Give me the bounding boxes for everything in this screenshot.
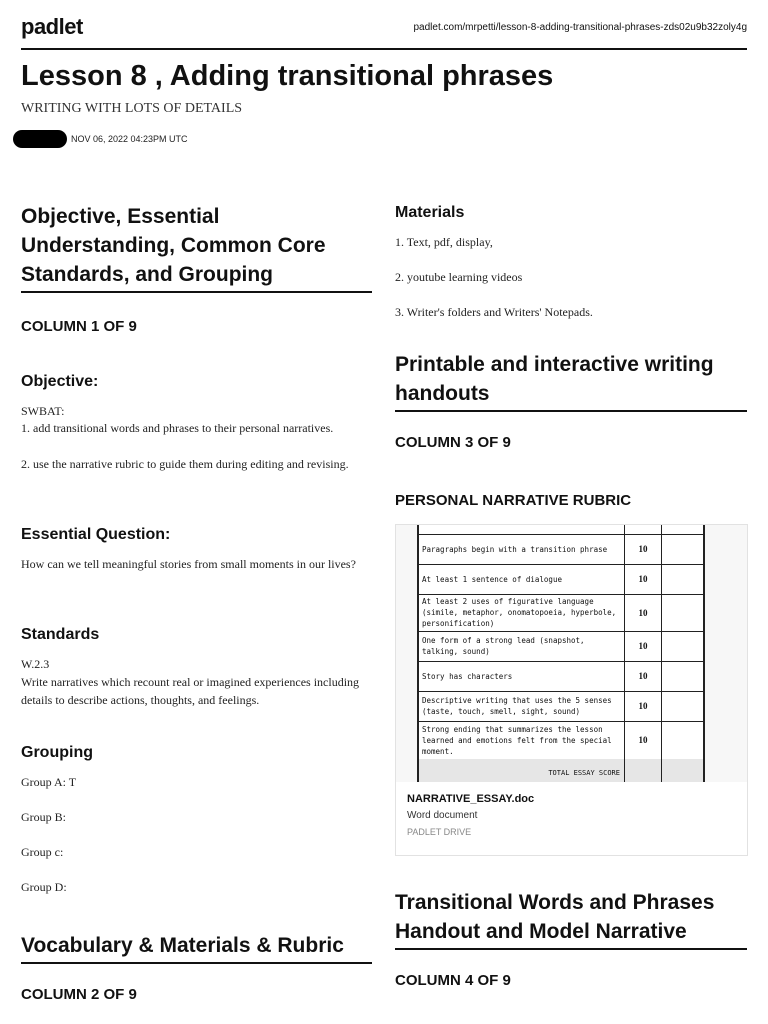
page-subtitle: WRITING WITH LOTS OF DETAILS	[21, 101, 243, 116]
materials-item: 1. Text, pdf, display,	[395, 235, 493, 249]
rubric-points: 10	[625, 631, 662, 661]
group-item: Group D:	[21, 880, 67, 894]
post-date: NOV 06, 2022 04:23PM UTC	[71, 134, 188, 144]
rubric-criterion: At least 1 sentence of dialogue	[419, 564, 625, 594]
grouping-heading: Grouping	[21, 744, 93, 761]
rubric-row	[419, 691, 703, 722]
padlet-logo[interactable]: padlet	[21, 14, 83, 39]
rubric-points: 10	[625, 564, 662, 594]
essential-question-heading: Essential Question:	[21, 526, 171, 543]
column-4-label: COLUMN 4 OF 9	[395, 972, 511, 989]
standards-text: Write narratives which recount real or imagined experiences including details to describe actions, thoughts, and feelings.	[21, 675, 360, 707]
rubric-criterion: Descriptive writing that uses the 5 senses (taste, touch, smell, sight, sound)	[419, 691, 625, 721]
column-2-label: COLUMN 2 OF 9	[21, 986, 137, 1003]
essential-question-text: How can we tell meaningful stories from small moments in our lives?	[21, 557, 356, 571]
section-title-column-3: Printable and interactive writing handouts	[395, 350, 747, 412]
standards-heading: Standards	[21, 626, 100, 643]
attachment-type: Word document	[407, 810, 478, 821]
materials-heading: Materials	[395, 204, 465, 221]
rubric-points: 10	[625, 691, 662, 721]
standards-code: W.2.3	[21, 657, 50, 671]
rubric-criterion: Story has characters	[419, 661, 625, 691]
rubric-points: 10	[625, 721, 662, 759]
column-3-label: COLUMN 3 OF 9	[395, 434, 511, 451]
section-title-column-2: Vocabulary & Materials & Rubric	[21, 931, 372, 964]
rubric-criterion: At least 2 uses of figurative language (simile, metaphor, onomatopoeia, hyperbole, personification)	[419, 594, 625, 631]
post-title-rubric: PERSONAL NARRATIVE RUBRIC	[395, 492, 632, 509]
attachment-meta	[407, 793, 534, 837]
section-title-column-4: Transitional Words and Phrases Handout and Model Narrative	[395, 888, 747, 950]
group-item: Group c:	[21, 845, 64, 859]
rubric-row	[419, 594, 703, 632]
rubric-table	[417, 525, 705, 782]
group-item: Group A: T	[21, 775, 77, 789]
objective-line: 1. add transitional words and phrases to their personal narratives.	[21, 421, 334, 435]
rubric-total-row	[419, 759, 703, 782]
redacted-author	[13, 130, 67, 148]
attachment-source: PADLET DRIVE	[407, 827, 472, 837]
rubric-total-label: TOTAL ESSAY SCORE	[419, 759, 625, 782]
rubric-row	[419, 534, 703, 565]
column-1-label: COLUMN 1 OF 9	[21, 318, 137, 335]
page-header	[21, 0, 747, 50]
rubric-attachment-card[interactable]	[395, 524, 748, 856]
rubric-row	[419, 631, 703, 662]
attachment-filename[interactable]: NARRATIVE_ESSAY.doc	[407, 793, 535, 805]
section-title-column-1: Objective, Essential Understanding, Common Core Standards, and Grouping	[21, 202, 372, 293]
rubric-criterion: Strong ending that summarizes the lesson learned and emotions felt from the special moment.	[419, 721, 625, 759]
rubric-criterion: One form of a strong lead (snapshot, talking, sound)	[419, 631, 625, 661]
rubric-row	[419, 721, 703, 760]
objective-line: SWBAT:	[21, 404, 65, 418]
rubric-points: 10	[625, 661, 662, 691]
rubric-row	[419, 564, 703, 595]
rubric-criterion: Paragraphs begin with a transition phrase	[419, 534, 625, 564]
objective-heading: Objective:	[21, 373, 99, 390]
rubric-row	[419, 661, 703, 692]
page-url: padlet.com/mrpetti/lesson-8-adding-transitional-phrases-zds02u9b32zoly4g	[413, 22, 747, 33]
materials-item: 2. youtube learning videos	[395, 270, 523, 284]
rubric-preview-image[interactable]	[396, 525, 747, 782]
objective-line: 2. use the narrative rubric to guide them during editing and revising.	[21, 457, 349, 471]
page-title: Lesson 8 , Adding transitional phrases	[21, 60, 554, 92]
materials-item: 3. Writer's folders and Writers' Notepads.	[395, 305, 593, 319]
rubric-points: 10	[625, 534, 662, 564]
rubric-points: 10	[625, 594, 662, 631]
group-item: Group B:	[21, 810, 66, 824]
